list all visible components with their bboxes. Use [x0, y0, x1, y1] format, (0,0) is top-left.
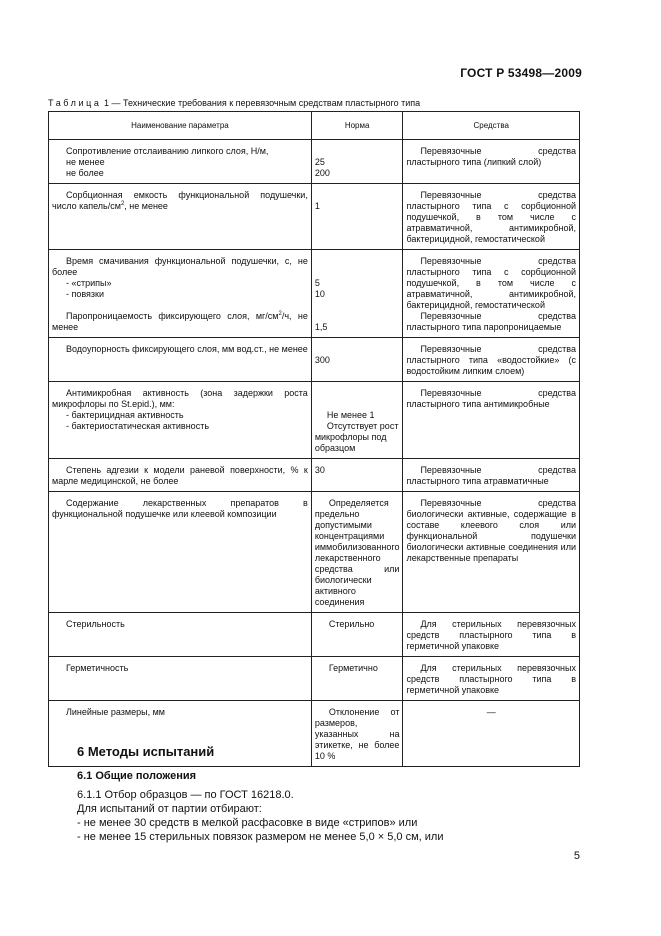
param-text: Сопротивление отслаиванию липкого слоя, Н/м, — [66, 146, 269, 156]
param-text: не менее — [66, 157, 105, 167]
norm-cell: Определяется предельно допустимыми концентрациями иммобилизованного лекарственного средства или биологически активного соединения — [311, 492, 403, 613]
column-header-parameter: Наименование параметра — [49, 112, 312, 140]
param-text: Сорбционная емкость функциональной подушечки, число капель/$см^2$, не менее — [52, 190, 308, 211]
subsection-title: 6.1 Общие положения — [77, 770, 197, 782]
param-text: Водоупорность фиксирующего слоя, мм вод.ст., не менее — [66, 344, 308, 354]
param-cell — [49, 492, 312, 613]
list-item: - не менее 30 средств в мелкой расфасовке в виде «стрипов» или — [77, 817, 418, 829]
column-header-norm: Норма — [311, 112, 403, 140]
param-text: Линейные размеры, мм — [66, 707, 165, 717]
paragraph: 6.1.1 Отбор образцов — по ГОСТ 16218.0. — [77, 789, 294, 801]
means-cell: — — [403, 701, 580, 767]
norm-cell — [311, 338, 403, 382]
norm-cell — [311, 184, 403, 250]
param-cell — [49, 657, 312, 701]
norm-value: 300 — [314, 355, 330, 365]
caption-word: Таблица — [48, 98, 102, 108]
norm-cell — [311, 250, 403, 338]
table-row — [49, 338, 580, 382]
table-row — [49, 492, 580, 613]
param-cell — [49, 140, 312, 184]
norm-value: Не менее 1 — [326, 410, 375, 420]
caption-text: 1 — Технические требования к перевязочным средствам пластырного типа — [101, 98, 421, 108]
param-cell — [49, 338, 312, 382]
param-cell — [49, 382, 312, 459]
norm-cell — [311, 382, 403, 459]
norm-value: 10 — [314, 289, 325, 299]
section-title: 6 Методы испытаний — [77, 744, 215, 759]
param-text: Паропроницаемость фиксирующего слоя, $мг/см^2/ч$, не менее — [52, 311, 308, 332]
norm-value: 25 — [314, 157, 325, 167]
paragraph: Для испытаний от партии отбирают: — [77, 803, 262, 815]
means-cell: Для стерильных перевязочных средств пластырного типа в герметичной упаковке — [403, 613, 580, 657]
means-cell: Перевязочные средства пластырного типа «водостойкие» (с водостойким липким слоем) — [403, 338, 580, 382]
norm-value: 5 — [314, 278, 320, 288]
means-cell: Для стерильных перевязочных средств пластырного типа в герметичной упаковке — [403, 657, 580, 701]
norm-value: Отсутствует рост микрофлоры под образцом — [314, 421, 399, 453]
param-text: Герметичность — [66, 663, 129, 673]
means-cell: Перевязочные средства пластырного типа атравматичные — [403, 459, 580, 492]
param-text: Антимикробная активность (зона задержки роста микрофлоры по St.epid.), мм: — [52, 388, 308, 409]
table-row — [49, 140, 580, 184]
table-row — [49, 184, 580, 250]
table-row — [49, 657, 580, 701]
list-item: - не менее 15 стерильных повязок размером не менее 5,0 × 5,0 см, или — [77, 831, 444, 843]
param-cell — [49, 613, 312, 657]
param-cell — [49, 184, 312, 250]
param-text: не более — [66, 168, 104, 178]
means-cell: Перевязочные средства пластырного типа антимикробные — [403, 382, 580, 459]
param-text: Стерильность — [66, 619, 125, 629]
param-text: Степень адгезии к модели раневой поверхности, % к марле медицинской, не более — [52, 465, 308, 486]
means-text: Перевязочные средства пластырного типа паропроницаемые — [406, 311, 576, 332]
norm-value: 1 — [314, 201, 320, 211]
param-cell — [49, 459, 312, 492]
param-text: - повязки — [66, 289, 105, 299]
table-row — [49, 250, 580, 338]
norm-cell: Герметично — [311, 657, 403, 701]
table-header-row — [49, 112, 580, 140]
norm-cell — [311, 140, 403, 184]
document-header: ГОСТ Р 53498—2009 — [460, 66, 582, 80]
param-text: Содержание лекарственных препаратов в функциональной подушечке или клеевой композиции — [52, 498, 308, 519]
means-cell — [403, 250, 580, 338]
param-text: - бактериостатическая активность — [66, 421, 210, 431]
table-row — [49, 613, 580, 657]
norm-value: 200 — [314, 168, 330, 178]
table-caption — [48, 98, 420, 108]
norm-cell: Стерильно — [311, 613, 403, 657]
requirements-table — [48, 111, 580, 767]
param-text: - бактерицидная активность — [66, 410, 184, 420]
param-text: Время смачивания функциональной подушечки, с, не более — [52, 256, 308, 277]
page-number: 5 — [573, 850, 580, 862]
means-text: Перевязочные средства пластырного типа с сорбционной подушечкой, в том числе с атравматичной, антимикробной, бактерицидной, гемостатической — [406, 256, 576, 310]
norm-cell — [311, 459, 403, 492]
means-cell: Перевязочные средства биологически активные, содержащие в составе клеевого слоя или функциональной подушечки биологически активные соединения или лекарственные препараты — [403, 492, 580, 613]
means-cell: Перевязочные средства пластырного типа с сорбционной подушечкой, в том числе с атравматичной, антимикробной, бактерицидной, гемостатической — [403, 184, 580, 250]
norm-value: 30 — [314, 465, 325, 475]
param-text: - «стрипы» — [66, 278, 112, 288]
means-cell: Перевязочные средства пластырного типа (липкий слой) — [403, 140, 580, 184]
norm-cell: Отклонение от размеров, указанных на этикетке, не более 10 % — [311, 701, 403, 767]
column-header-means: Средства — [403, 112, 580, 140]
table-row — [49, 382, 580, 459]
table-row — [49, 459, 580, 492]
param-cell — [49, 250, 312, 338]
norm-value: 1,5 — [314, 322, 328, 332]
